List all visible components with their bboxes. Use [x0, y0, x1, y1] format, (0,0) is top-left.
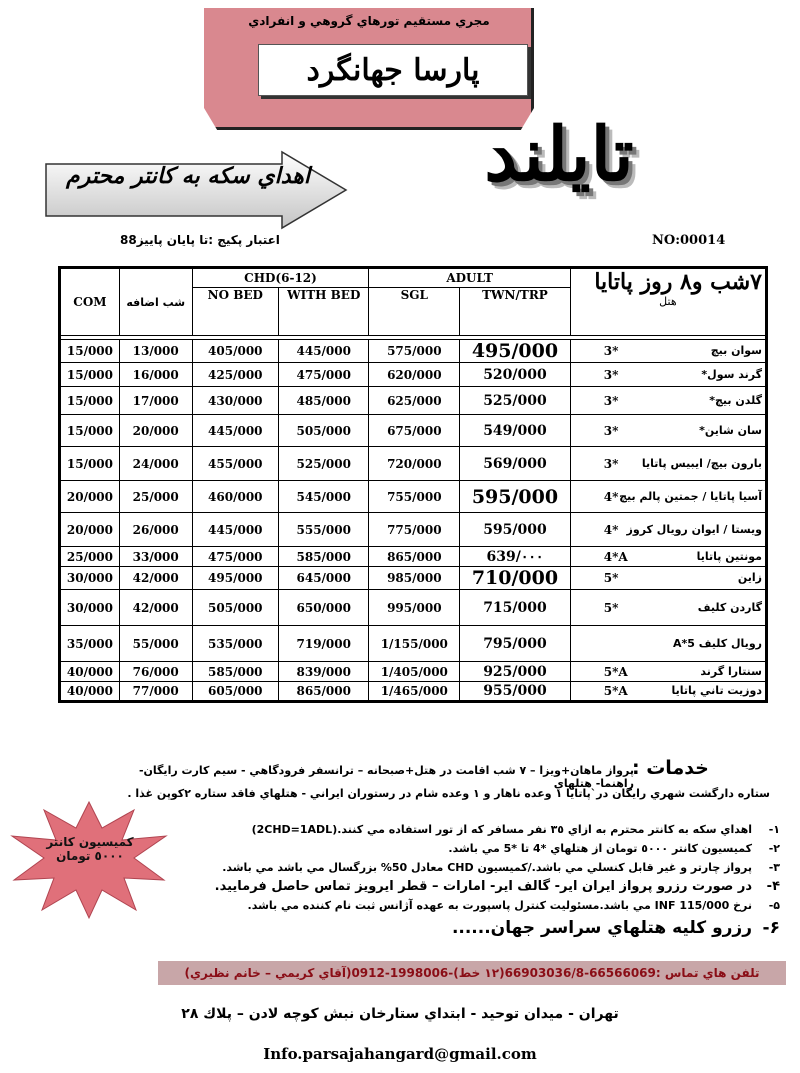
table-row [60, 387, 767, 415]
email[interactable]: Info.parsajahangard@gmail.com [263, 1045, 537, 1063]
note-item: ۴- در صورت رزرو پرواز ايران اير- گالف اير- امارات – قطر ايرويز تماس حاصل فرماييد. [214, 879, 780, 894]
hotel-star-rating: 5* [603, 571, 619, 585]
cell-twn: 795/000 [460, 626, 571, 662]
cell-sgl: 985/000 [369, 567, 460, 590]
cell-no-bed: 605/000 [192, 682, 279, 702]
table-row [60, 567, 767, 590]
cell-com: 25/000 [60, 547, 120, 567]
cell-com: 30/000 [60, 590, 120, 626]
cell-sgl: 995/000 [369, 590, 460, 626]
hotel-name: سوان بيچ [710, 344, 762, 357]
cell-com: 15/000 [60, 363, 120, 387]
cell-twn: 595/000 [460, 481, 571, 513]
note-item: ۵- نرخ INF 115/000 مي باشد.مسئوليت كنترل پاسپورت به عهده آژانس ثبت نام كننده مي باشد. [247, 899, 780, 912]
phone-numbers: تلفن هاي تماس :66566069-66903036/8(١٢ خط)-1998006-0912(آقاي كريمي – خانم نظيري) [158, 961, 786, 985]
col-adult: ADULT [369, 268, 570, 288]
cell-sgl: 755/000 [369, 481, 460, 513]
hotel-name: گاردن كليف [697, 600, 762, 614]
cell-hotel [570, 415, 766, 447]
hotel-star-rating: 4* [603, 522, 619, 537]
cell-with-bed: 505/000 [279, 415, 369, 447]
cell-extra-night: 25/000 [119, 481, 192, 513]
cell-twn: 710/000 [460, 567, 571, 590]
cell-twn: 495/000 [460, 340, 571, 363]
cell-with-bed: 545/000 [279, 481, 369, 513]
cell-sgl: 1/465/000 [369, 682, 460, 702]
hotel-name: دوزيت تاني پاتايا [671, 684, 762, 697]
hotel-name: گرند سول* [701, 367, 762, 381]
hotel-name: رويال كليف 5*A [672, 637, 762, 650]
hotel-name: مونتين پاتايا [696, 549, 762, 563]
table-row [60, 662, 767, 682]
cell-extra-night: 76/000 [119, 662, 192, 682]
table-row [60, 415, 767, 447]
table-row [60, 481, 767, 513]
cell-with-bed: 865/000 [279, 682, 369, 702]
col-with-bed: WITH BED [279, 288, 369, 336]
col-com: COM [60, 268, 120, 336]
cell-sgl: 620/000 [369, 363, 460, 387]
cell-com: 40/000 [60, 682, 120, 702]
cell-with-bed: 645/000 [279, 567, 369, 590]
tour-title-cell [570, 268, 766, 336]
note-item: ۶- رزرو كليه هتلهاي سراسر جهان...... [451, 918, 780, 938]
cell-no-bed: 495/000 [192, 567, 279, 590]
address: تهران - ميدان توحيد - ابتداي ستارخان نبش كوچه لادن – پلاك ٢٨ [181, 1006, 619, 1022]
cell-extra-night: 13/000 [119, 340, 192, 363]
promo-arrow-text: اهداي سكه به كانتر محترم [66, 164, 310, 189]
tour-title: ٧شب و٨ روز پاتايا [594, 269, 762, 295]
cell-sgl: 575/000 [369, 340, 460, 363]
cell-with-bed: 650/000 [279, 590, 369, 626]
banner-subtitle: مجري مستقيم تورهاي گروهي و انفرادي [248, 14, 490, 28]
package-validity: اعتبار پكيج :تا پايان پاييز88 [120, 233, 280, 247]
col-chd: CHD(6-12) [192, 268, 369, 288]
cell-twn: 569/000 [460, 447, 571, 481]
cell-sgl: 675/000 [369, 415, 460, 447]
cell-com: 15/000 [60, 340, 120, 363]
price-table [58, 266, 768, 703]
cell-sgl: 1/405/000 [369, 662, 460, 682]
note-item: ٣- پرواز چارتر و غير قابل كنسلي مي باشد./كميسيون CHD معادل 50% بزرگسال مي باشد مي باشد. [222, 861, 780, 874]
cell-hotel [570, 513, 766, 547]
cell-extra-night: 33/000 [119, 547, 192, 567]
cell-sgl: 1/155/000 [369, 626, 460, 662]
cell-com: 15/000 [60, 415, 120, 447]
cell-extra-night: 55/000 [119, 626, 192, 662]
col-extra-night: شب اضافه [119, 268, 192, 336]
cell-com: 35/000 [60, 626, 120, 662]
destination-title: تايلند [484, 112, 634, 198]
cell-twn: 549/000 [460, 415, 571, 447]
hotel-name: بارون بيچ/ ايبيس پاتايا [641, 456, 762, 470]
cell-com: 20/000 [60, 481, 120, 513]
table-row [60, 682, 767, 702]
cell-extra-night: 20/000 [119, 415, 192, 447]
cell-extra-night: 26/000 [119, 513, 192, 547]
cell-com: 15/000 [60, 447, 120, 481]
hotel-name: گلدن بيچ* [709, 393, 762, 407]
hotel-star-rating: 3* [603, 393, 619, 408]
promo-arrow [44, 150, 350, 230]
cell-no-bed: 585/000 [192, 662, 279, 682]
cell-hotel [570, 481, 766, 513]
package-number: NO:00014 [652, 233, 726, 248]
cell-with-bed: 719/000 [279, 626, 369, 662]
table-body [60, 340, 767, 702]
cell-with-bed: 525/000 [279, 447, 369, 481]
table-row [60, 547, 767, 567]
table-row [60, 513, 767, 547]
cell-no-bed: 445/000 [192, 415, 279, 447]
notes-list [170, 820, 780, 941]
table-row [60, 340, 767, 363]
cell-with-bed: 555/000 [279, 513, 369, 547]
hotel-star-rating: 3* [603, 344, 619, 358]
hotel-star-rating: 4* [603, 489, 619, 504]
hotel-label: هتل [659, 295, 677, 308]
table-row [60, 363, 767, 387]
cell-extra-night: 16/000 [119, 363, 192, 387]
services-label: خدمات : [632, 757, 709, 779]
cell-extra-night: 17/000 [119, 387, 192, 415]
cell-twn: 925/000 [460, 662, 571, 682]
cell-no-bed: 535/000 [192, 626, 279, 662]
cell-with-bed: 445/000 [279, 340, 369, 363]
hotel-star-rating: 3* [603, 367, 619, 382]
cell-com: 30/000 [60, 567, 120, 590]
cell-twn: 520/000 [460, 363, 571, 387]
table-row [60, 626, 767, 662]
cell-extra-night: 24/000 [119, 447, 192, 481]
hotel-star-rating: 3* [603, 456, 619, 471]
cell-extra-night: 42/000 [119, 590, 192, 626]
cell-with-bed: 585/000 [279, 547, 369, 567]
hotel-name: زاين [737, 571, 762, 584]
cell-twn: 639/٠٠٠ [460, 547, 571, 567]
cell-hotel [570, 590, 766, 626]
col-no-bed: NO BED [192, 288, 279, 336]
cell-hotel [570, 387, 766, 415]
table-row [60, 590, 767, 626]
cell-sgl: 720/000 [369, 447, 460, 481]
cell-com: 20/000 [60, 513, 120, 547]
cell-no-bed: 505/000 [192, 590, 279, 626]
cell-hotel [570, 682, 766, 702]
hotel-name: آسيا پاتايا / جمتين پالم بيچ [619, 489, 762, 503]
cell-no-bed: 455/000 [192, 447, 279, 481]
hotel-star-rating: 4*A [603, 549, 628, 564]
hotel-star-rating: 3* [603, 423, 619, 438]
cell-hotel [570, 547, 766, 567]
hotel-name: ويستا / ايوان رويال كروز [626, 522, 762, 536]
cell-twn: 595/000 [460, 513, 571, 547]
cell-no-bed: 425/000 [192, 363, 279, 387]
cell-com: 40/000 [60, 662, 120, 682]
cell-hotel [570, 447, 766, 481]
company-name: پارسا جهانگرد [258, 44, 528, 96]
hotel-star-rating: 5*A [603, 684, 628, 698]
cell-twn: 525/000 [460, 387, 571, 415]
cell-with-bed: 485/000 [279, 387, 369, 415]
col-sgl: SGL [369, 288, 460, 336]
cell-no-bed: 445/000 [192, 513, 279, 547]
services-line-1: پرواز ماهان+ويزا – ٧ شب اقامت در هتل+صبحانه – ترانسفر فرودگاهي - سيم كارت رايگان- راهنما- هتلهاي [138, 764, 634, 790]
table-row [60, 447, 767, 481]
hotel-name: سنتارا گرند [700, 664, 762, 678]
cell-hotel [570, 340, 766, 363]
note-item: ١- اهداي سكه به كانتر محترم به ازاي ٣٥ نفر مسافر كه از تور استفاده مي كنند.(2CHD=1ADL) [251, 823, 780, 836]
hotel-star-rating: 5*A [603, 664, 628, 679]
note-item: ٢- كميسيون كانتر ٥٠٠٠ تومان از هتلهاي *4 تا *5 مي باشد. [448, 842, 780, 855]
cell-extra-night: 77/000 [119, 682, 192, 702]
cell-with-bed: 475/000 [279, 363, 369, 387]
cell-no-bed: 405/000 [192, 340, 279, 363]
cell-com: 15/000 [60, 387, 120, 415]
hotel-name: سان شاين* [699, 423, 762, 437]
cell-extra-night: 42/000 [119, 567, 192, 590]
cell-no-bed: 430/000 [192, 387, 279, 415]
cell-sgl: 865/000 [369, 547, 460, 567]
cell-sgl: 625/000 [369, 387, 460, 415]
cell-hotel [570, 662, 766, 682]
cell-twn: 715/000 [460, 590, 571, 626]
cell-sgl: 775/000 [369, 513, 460, 547]
col-twn: TWN/TRP [460, 288, 571, 336]
cell-twn: 955/000 [460, 682, 571, 702]
cell-with-bed: 839/000 [279, 662, 369, 682]
commission-text: كميسيون كانتر ٥٠٠٠ تومان [46, 835, 134, 863]
cell-hotel [570, 567, 766, 590]
hotel-star-rating: 5* [603, 600, 619, 615]
cell-hotel [570, 626, 766, 662]
cell-no-bed: 460/000 [192, 481, 279, 513]
cell-no-bed: 475/000 [192, 547, 279, 567]
cell-hotel [570, 363, 766, 387]
services-line-2: ستاره دارگشت شهري رايگان در`پاتايا ١ وعده ناهار و ١ وعده شام در رستوران ايراني - هتلهاي فاقد ستاره ٢كوپن غذا . [127, 787, 770, 800]
